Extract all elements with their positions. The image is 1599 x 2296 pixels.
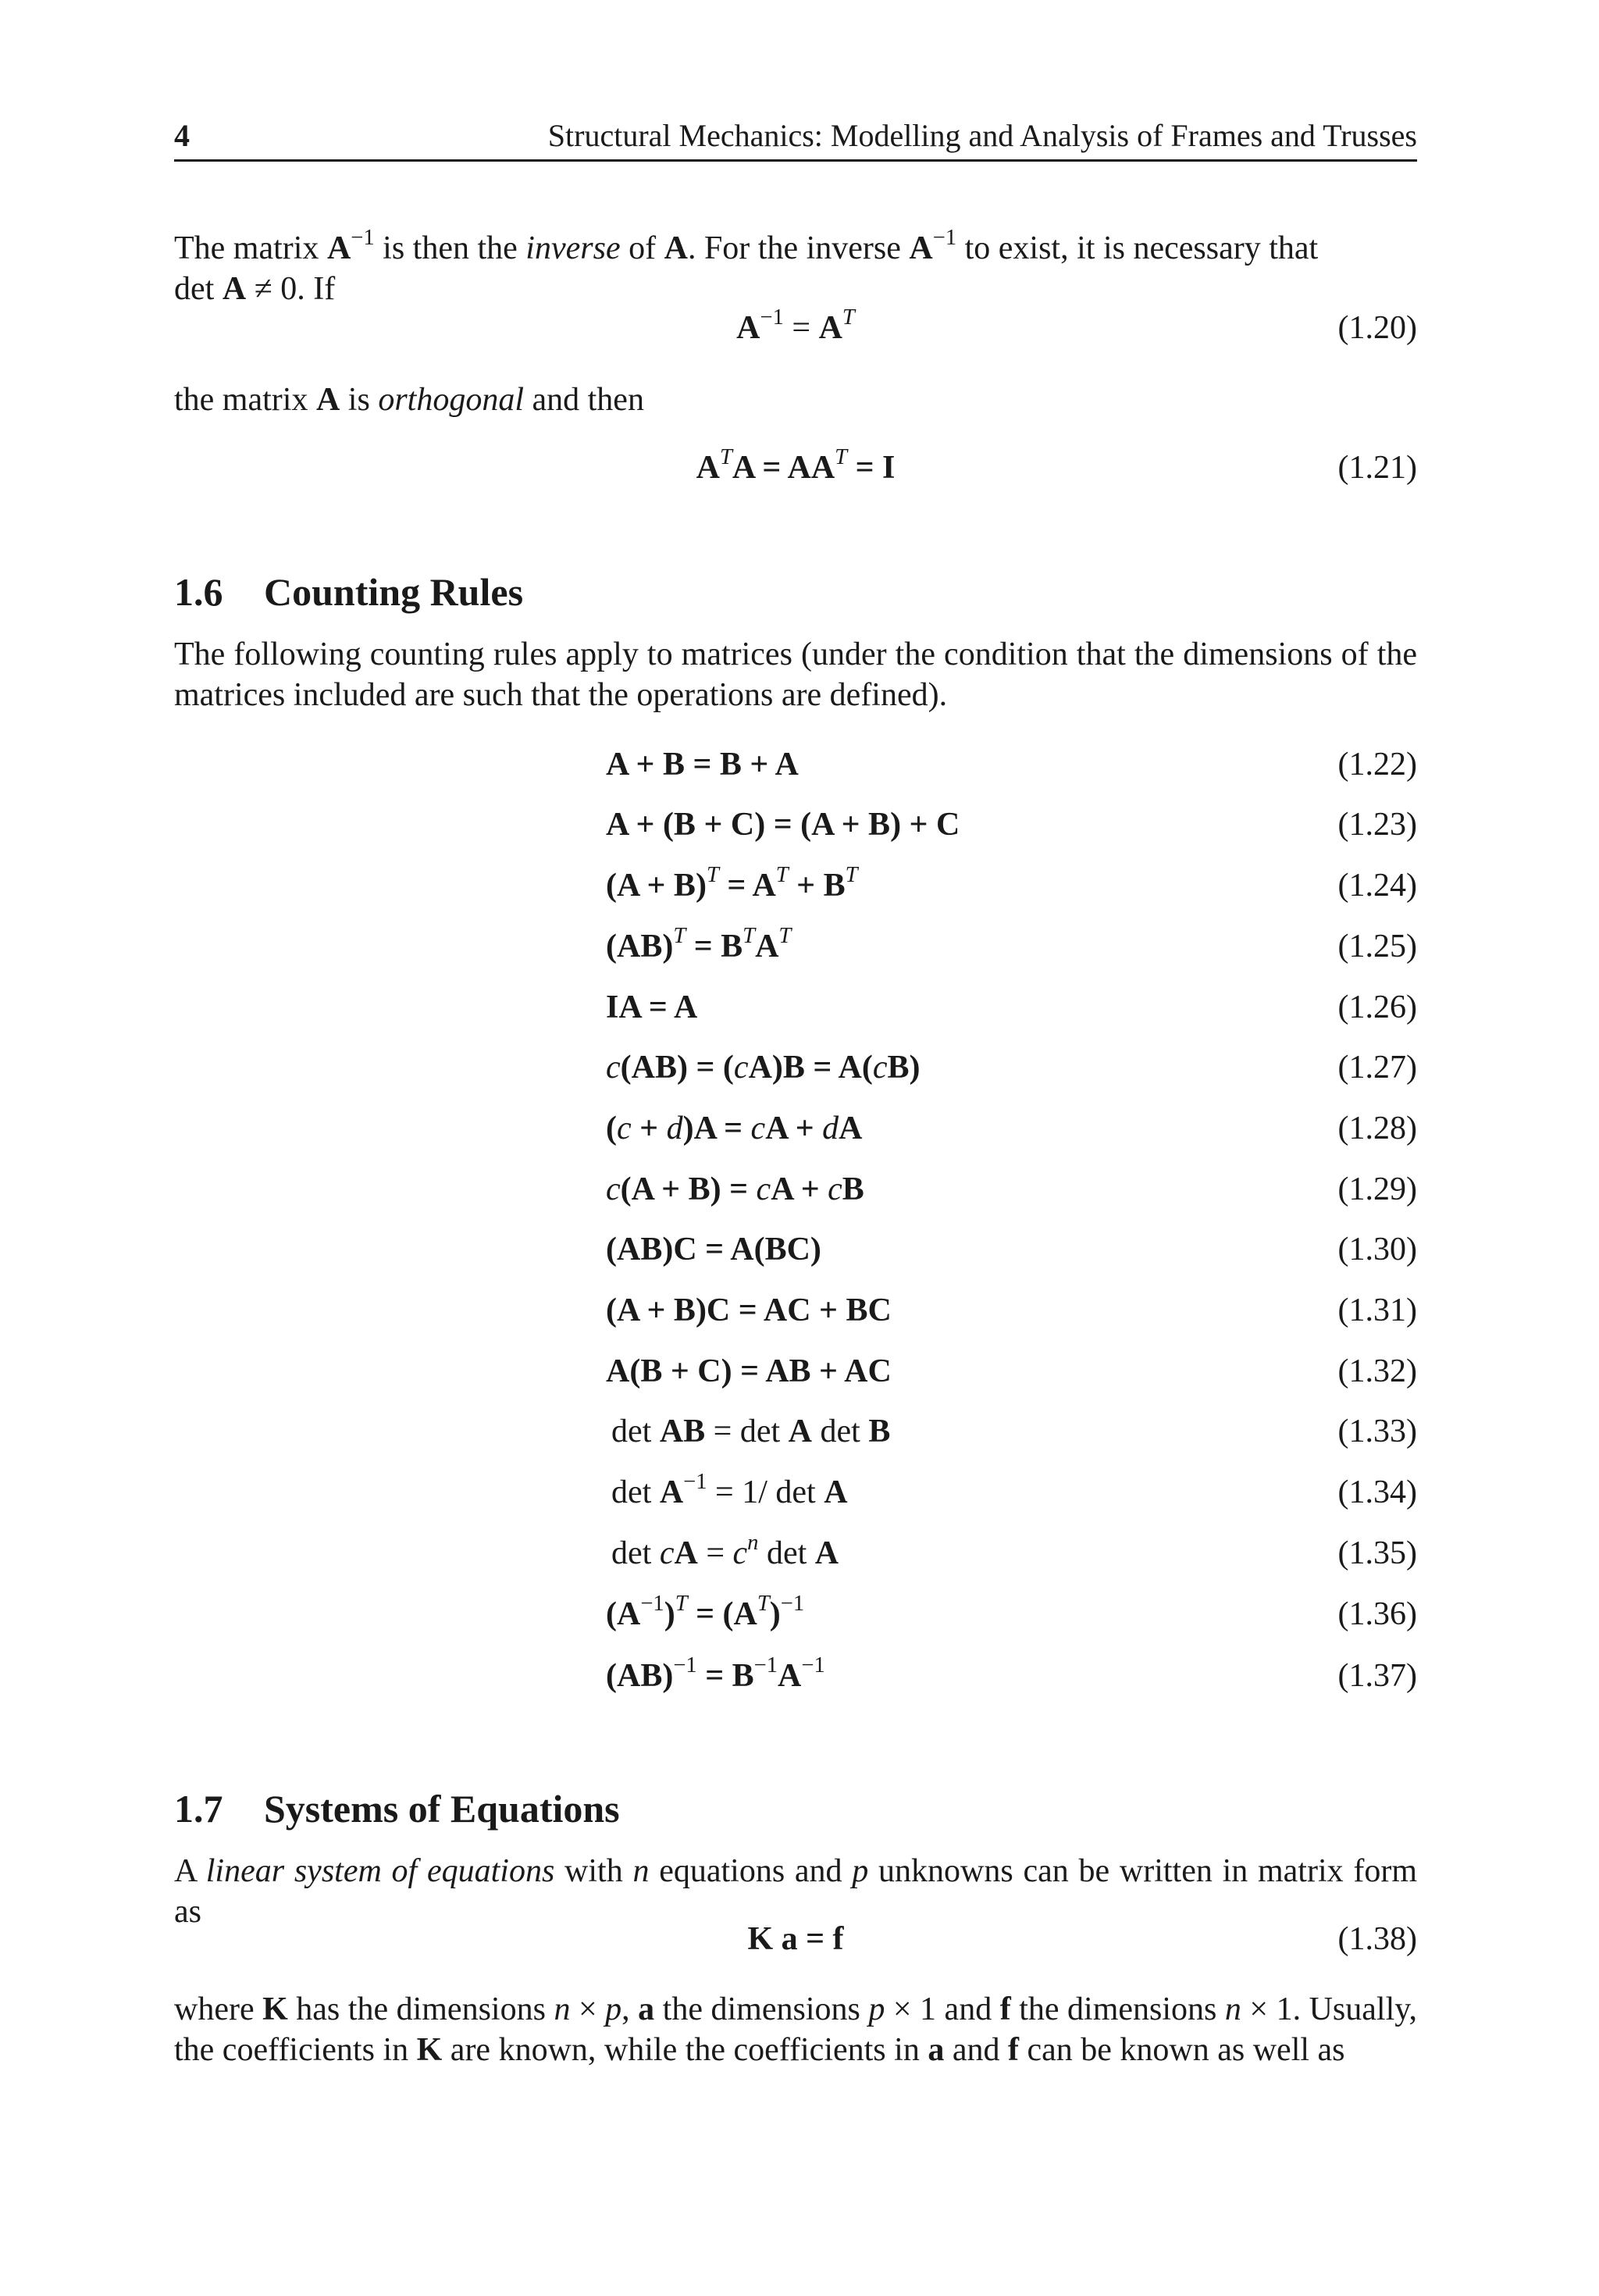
paragraph-dimensions: where K has the dimensions n × p, a the dimensions p × 1 and f the dimensions n × 1. Usually, the coefficients in K are known, while the coefficients in a and f can be known as well as [174, 1991, 1418, 2068]
equation-1-21: $A^TA = AA^T = I$ (1.21) [174, 447, 1417, 489]
equation-1-30: (AB)C = A(BC) (1.30) [606, 1232, 1417, 1267]
equation-1-26: IA = A (1.26) [606, 989, 1417, 1025]
page-number: 4 [174, 118, 190, 153]
equation-1-38: K a = f (1.38) [747, 1921, 1417, 1957]
equation-1-31: (A + B)C = AC + BC (1.31) [606, 1292, 1417, 1328]
equation-1-34: $\det A^{-1} = 1/$ det A (1.34) [611, 1469, 1417, 1510]
equation-1-22: A + B = B + A (1.22) [606, 747, 1417, 783]
equation-1-33: det AB = det A det B (1.33) [611, 1414, 1417, 1449]
section-heading-systems-of-equations: 1.7 Systems of Equations [174, 1787, 620, 1831]
equation-1-35: det cA = $c^n$ det A (1.35) [611, 1530, 1417, 1571]
paragraph-inverse: The matrix $A^{-1}$ is then the inverse of A. For the inverse $A^{-1}$ to exist, it is necessary that det A ≠ 0. If [174, 225, 1319, 307]
header-rule [174, 159, 1417, 162]
paragraph-linear-system: A linear system of equations with n equations and p unknowns can be written in matrix form as [174, 1853, 1418, 1930]
equation-1-25: $(AB)^T = B^TA^T$ (1.25) [606, 923, 1417, 964]
book-page [174, 0, 1417, 2296]
equation-1-28: (c + d)A = cA + dA (1.28) [606, 1111, 1417, 1146]
section-heading-counting-rules: 1.6 Counting Rules [174, 570, 524, 614]
paragraph-counting-rules: The following counting rules apply to matrices (under the condition that the dimensions of the matrices included are such that the operations are defined). [174, 636, 1417, 713]
equation-1-32: A(B + C) = AB + AC (1.32) [606, 1353, 1417, 1389]
equation-1-20: $A^{-1} = A^T$ (1.20) [174, 307, 1417, 349]
equation-1-23: A + (B + C) = (A + B) + C (1.23) [606, 807, 1417, 843]
equation-1-37: $(AB)^{-1} = B^{-1}A^{-1}$ (1.37) [606, 1652, 1417, 1694]
equation-1-24: $(A + B)^T = A^T + B^T$ (1.24) [606, 862, 1417, 904]
equation-1-36: $(A^{-1})^T = (A^T)^{-1}$ (1.36) [606, 1591, 1417, 1632]
equation-1-27: c(AB) = (cA)B = A(cB) (1.27) [606, 1050, 1417, 1086]
running-title: Structural Mechanics: Modelling and Analysis of Frames and Trusses [547, 118, 1417, 153]
paragraph-orthogonal: the matrix A is orthogonal and then [174, 382, 644, 418]
equation-number: (1.21) [1337, 450, 1417, 486]
equation-number: (1.20) [1337, 310, 1417, 346]
equation-1-29: c(A + B) = cA + cB (1.29) [606, 1171, 1417, 1207]
